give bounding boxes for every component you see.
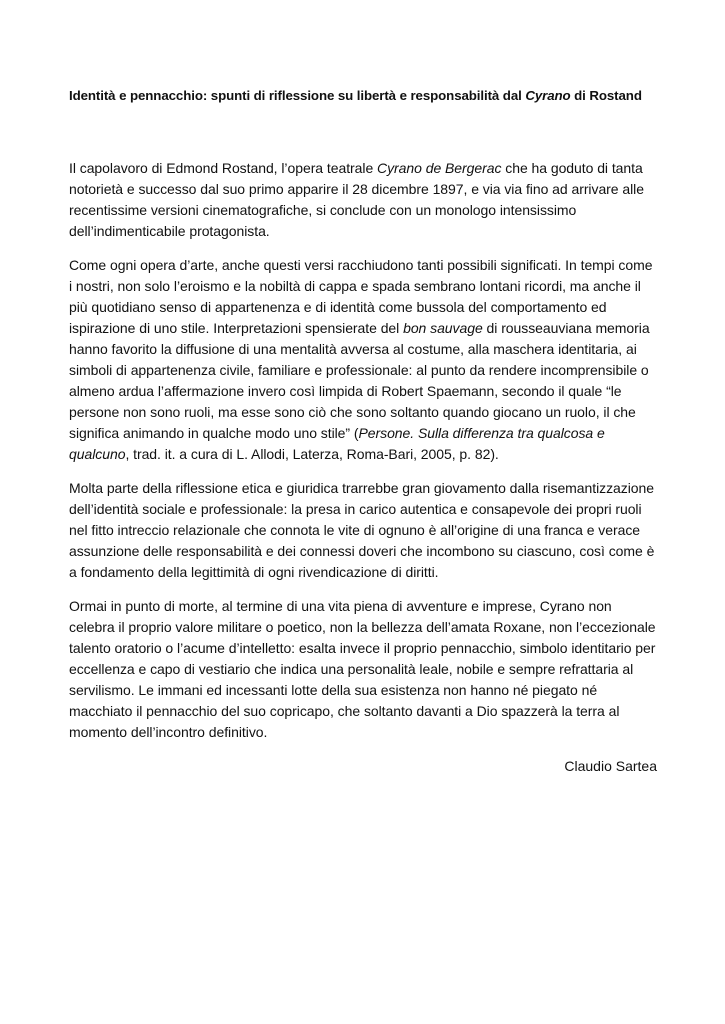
author-signature: Claudio Sartea: [564, 758, 657, 774]
paragraph-text: di rousseauviana memoria hanno favorito la diffusione di una mentalità avversa al costume, alla maschera identitaria, ai simboli di appartenenza civile, familiare e professionale: al punto da rendere incomprensibile o almeno ardua l’affermazione invero così limpida di Robert Spaemann, secondo il quale “le persone non sono ruoli, ma esse sono ciò che sono soltanto quando giocano un ruolo, il che significa animando in qualche modo uno stile” (: [69, 320, 650, 441]
document-page: [69, 86, 657, 777]
citation-title-italic: Persone. Sulla differenza tra qualcosa e qualcuno: [69, 425, 605, 462]
title-text-end: di Rostand: [570, 88, 642, 103]
document-body: [69, 158, 657, 777]
work-title-italic: Cyrano de Bergerac: [377, 160, 502, 176]
paragraph-text: Molta parte della riflessione etica e giuridica trarrebbe gran giovamento dalla risemantizzazione dell’identità sociale e professionale: la presa in carico autentica e consapevole dei propri ruoli nel fitto intreccio relazionale che connota le vite di ognuno è all’origine di una franca e verace assunzione delle responsabilità e dei connessi doveri che incombono su ciascuno, così come è a fondamento della legittimità di ogni rivendicazione di diritti.: [69, 480, 655, 580]
title-text: Identità e pennacchio: spunti di riflessione su libertà e responsabilità dal: [69, 88, 526, 103]
paragraph-text: Ormai in punto di morte, al termine di una vita piena di avventure e imprese, Cyrano non celebra il proprio valore militare o poetico, non la bellezza dell’amata Roxane, non l’eccezionale talento oratorio o l’acume d’intelletto: esalta invece il proprio pennacchio, simbolo identitario per eccellenza e capo di vestiario che indica una personalità leale, nobile e sempre refrattaria al servilismo. Le immani ed incessanti lotte della sua esistenza non hanno né piegato né macchiato il pennacchio del suo copricapo, che soltanto davanti a Dio spazzerà la terra al momento dell’incontro definitivo.: [69, 598, 656, 740]
paragraph-1: [69, 158, 657, 242]
paragraph-4: [69, 596, 657, 743]
paragraph-text: che ha goduto di tanta notorietà e successo dal suo primo apparire il 28 dicembre 1897, e via via fino ad arrivare alle recentissime versioni cinematografiche, si conclude con un monologo intensissimo dell’indimenticabile protagonista.: [69, 160, 644, 239]
paragraph-3: [69, 478, 657, 583]
paragraph-text: Il capolavoro di Edmond Rostand, l’opera teatrale: [69, 160, 378, 176]
document-title: [69, 86, 657, 106]
paragraph-2: [69, 255, 657, 465]
title-italic: Cyrano: [525, 88, 571, 103]
paragraph-text: , trad. it. a cura di L. Allodi, Laterza, Roma-Bari, 2005, p. 82).: [125, 446, 499, 462]
italic-phrase: bon sauvage: [403, 320, 483, 336]
paragraph-text: Come ogni opera d’arte, anche questi versi racchiudono tanti possibili significati. In tempi come i nostri, non solo l’eroismo e la nobiltà di cappa e spada sembrano lontani ricordi, ma anche il più quotidiano senso di appartenenza e di identità come bussola del comportamento ed ispirazione di uno stile. Interpretazioni spensierate del: [69, 257, 653, 336]
